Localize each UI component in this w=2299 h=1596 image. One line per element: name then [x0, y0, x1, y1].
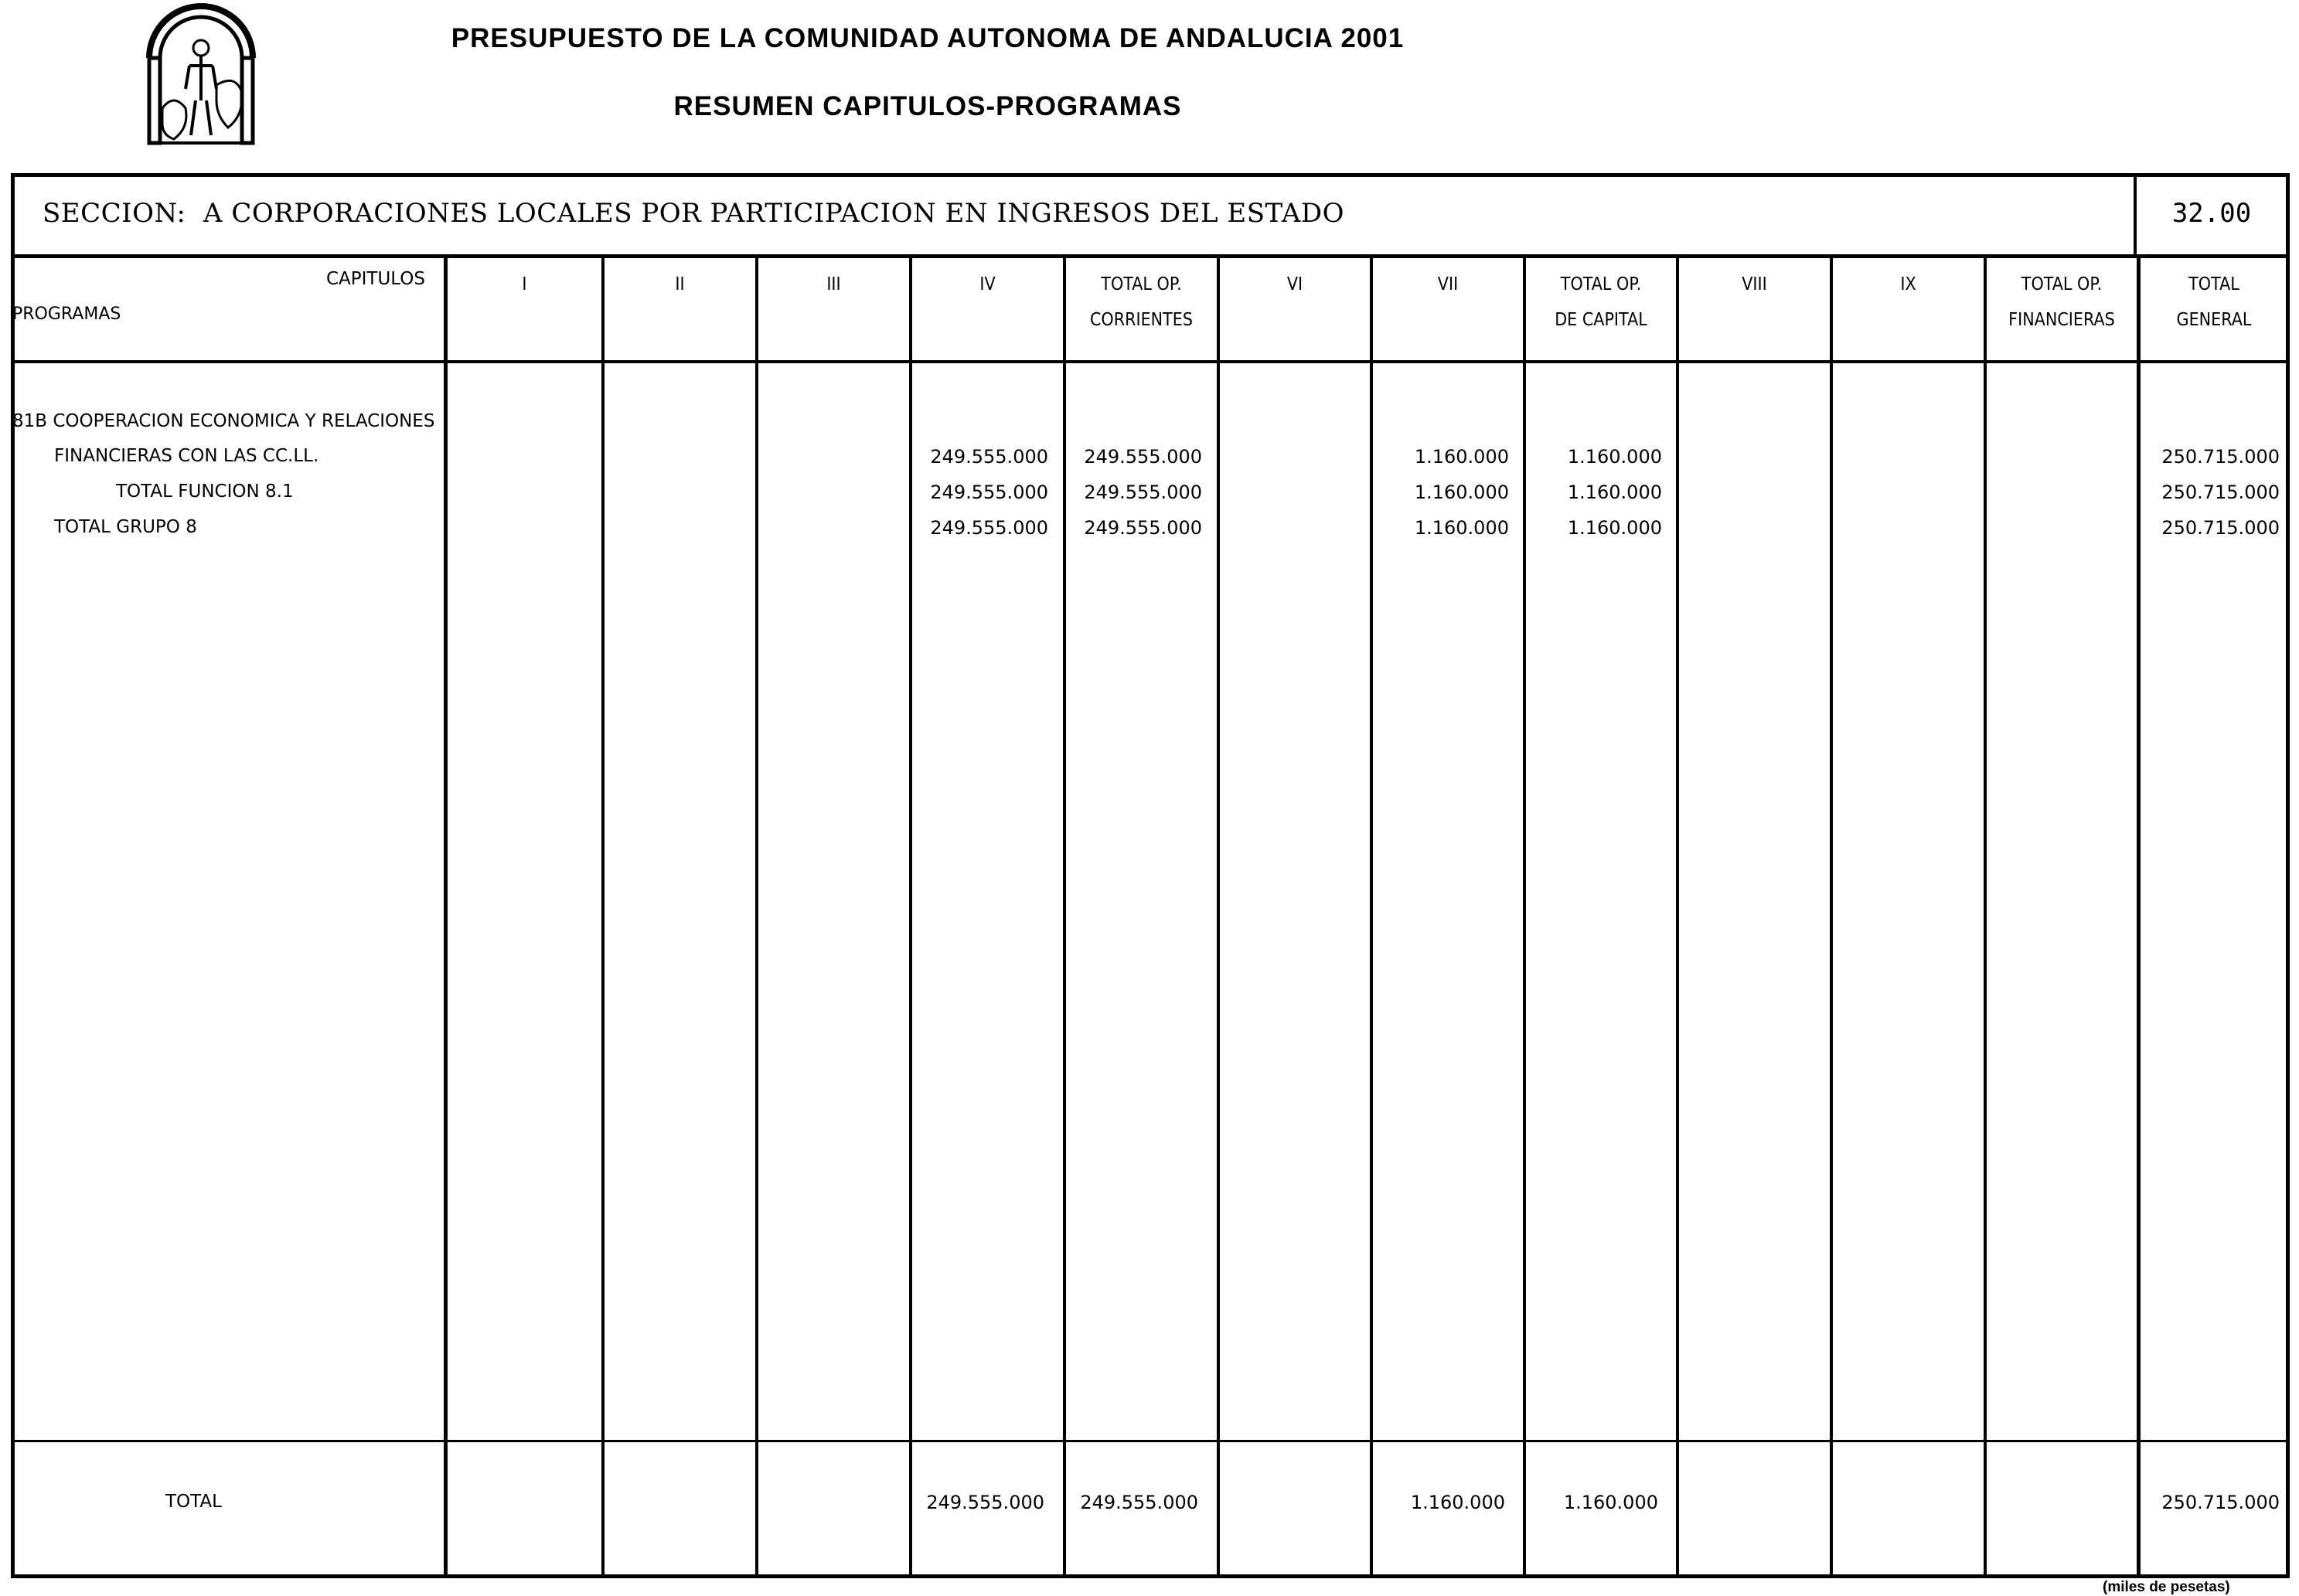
total-divider [11, 1440, 2290, 1442]
cell-total-capital: 1.160.000 [1567, 517, 1662, 539]
column-header: TOTAL GENERAL [2176, 274, 2252, 330]
column-header: VII [1437, 274, 1459, 294]
total-capital: 1.160.000 [1563, 1492, 1658, 1513]
document-title: PRESUPUESTO DE LA COMUNIDAD AUTONOMA DE ANDALUCIA 2001 [451, 23, 1405, 53]
cell-total-corrientes: 249.555.000 [1084, 517, 1202, 539]
cell-total-corrientes: 249.555.000 [1084, 446, 1202, 468]
cell-total-general: 250.715.000 [2161, 482, 2280, 503]
column-header: IV [979, 274, 996, 294]
cell-iv: 249.555.000 [930, 446, 1048, 468]
programas-header: PROGRAMAS [12, 305, 121, 324]
total-corrientes: 249.555.000 [1080, 1492, 1198, 1513]
program-label: FINANCIERAS CON LAS CC.LL. [54, 446, 319, 466]
total-label: TOTAL [165, 1492, 222, 1512]
column-header: III [826, 274, 841, 294]
capitulos-header: CAPITULOS [325, 269, 425, 289]
column-header: IX [1900, 274, 1916, 294]
total-vii: 1.160.000 [1410, 1492, 1505, 1513]
col-line [755, 258, 758, 1577]
total-iv: 249.555.000 [926, 1492, 1044, 1513]
program-label: TOTAL FUNCION 8.1 [116, 482, 294, 502]
units-footnote: (miles de pesetas) [2103, 1579, 2230, 1595]
cell-vii: 1.160.000 [1414, 446, 1509, 468]
col-line [1830, 258, 1833, 1577]
cell-total-general: 250.715.000 [2161, 446, 2280, 468]
section-code: 32.00 [2171, 198, 2252, 229]
section-divider [11, 254, 2290, 258]
cell-iv: 249.555.000 [930, 517, 1048, 539]
column-header: TOTAL OP. CORRIENTES [1089, 274, 1194, 330]
col-line [1676, 258, 1679, 1577]
cell-total-capital: 1.160.000 [1567, 482, 1662, 503]
cell-vii: 1.160.000 [1414, 517, 1509, 539]
total-general: 250.715.000 [2161, 1492, 2280, 1513]
col-line [444, 258, 448, 1577]
section-label: SECCION: A CORPORACIONES LOCALES POR PARTICIPACION EN INGRESOS DEL ESTADO [43, 198, 1345, 229]
cell-total-capital: 1.160.000 [1567, 446, 1662, 468]
col-line [601, 258, 605, 1577]
cell-vii: 1.160.000 [1414, 482, 1509, 503]
col-line [1984, 258, 1987, 1577]
table-frame [11, 173, 2290, 1578]
column-header: I [522, 274, 527, 294]
program-label: TOTAL GRUPO 8 [54, 517, 197, 537]
column-header: VIII [1742, 274, 1767, 294]
column-header: TOTAL OP. FINANCIERAS [2008, 274, 2115, 330]
program-label: 81B COOPERACION ECONOMICA Y RELACIONES [12, 411, 435, 431]
column-header: TOTAL OP. DE CAPITAL [1555, 274, 1647, 330]
cell-total-corrientes: 249.555.000 [1084, 482, 1202, 503]
column-header: VI [1286, 274, 1303, 294]
col-line [1217, 258, 1220, 1577]
document-subtitle: RESUMEN CAPITULOS-PROGRAMAS [673, 91, 1182, 121]
cell-total-general: 250.715.000 [2161, 517, 2280, 539]
column-header: II [675, 274, 685, 294]
cell-iv: 249.555.000 [930, 482, 1048, 503]
header-divider [11, 360, 2290, 363]
